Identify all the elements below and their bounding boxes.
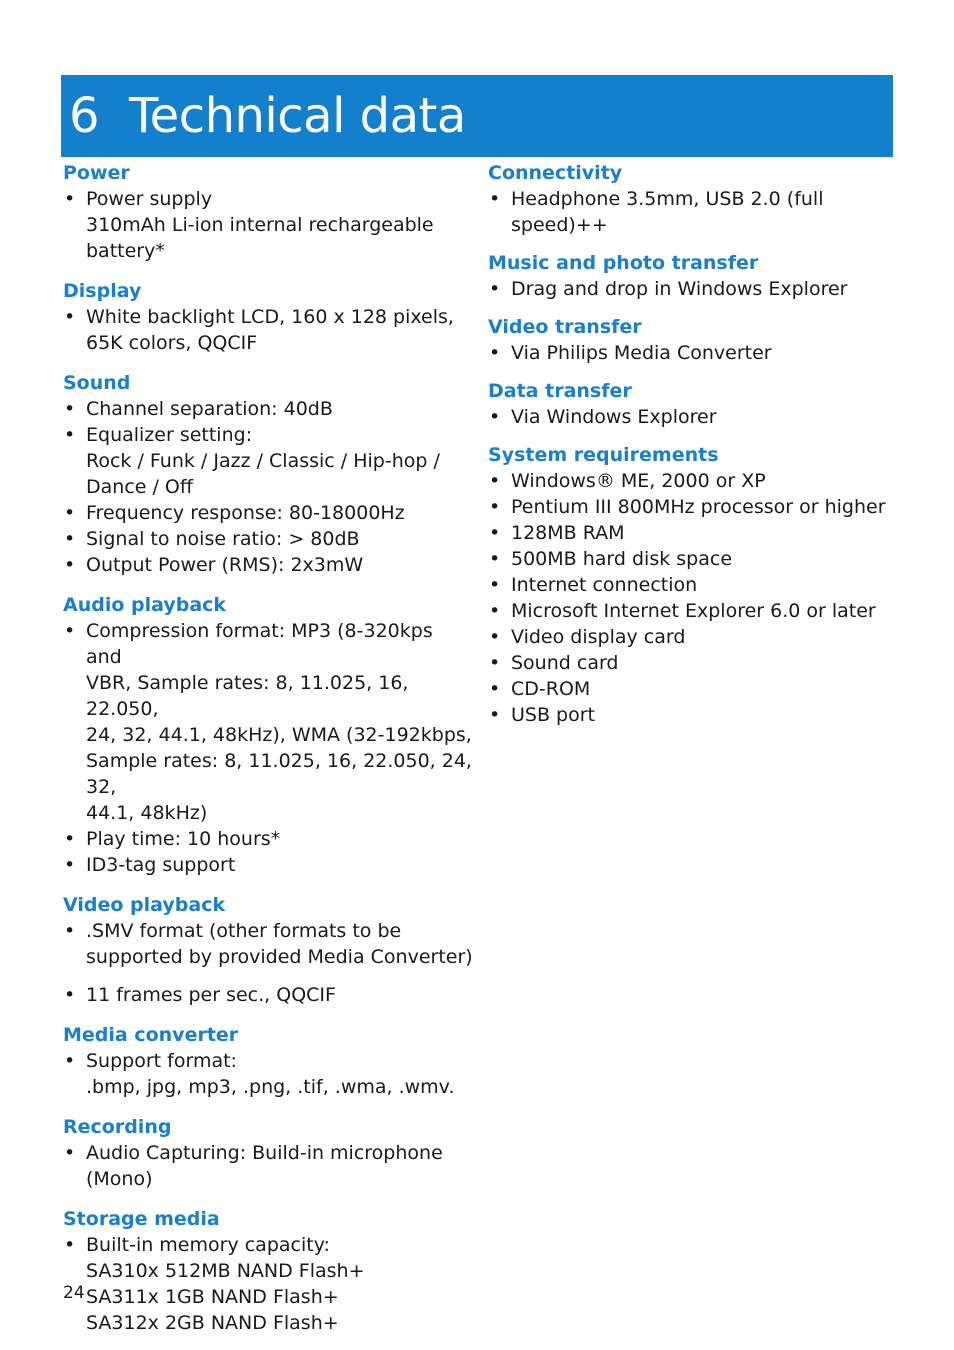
list-item: • Internet connection [488, 572, 918, 598]
list-item: • 11 frames per sec., QQCIF [63, 982, 473, 1008]
list-item: • .SMV format (other formats to be supported by provided Media Converter) [63, 918, 473, 970]
list-item: • Headphone 3.5mm, USB 2.0 (full speed)++ [488, 186, 918, 238]
section-music-photo-transfer [488, 250, 918, 302]
list-item: • Via Philips Media Converter [488, 340, 918, 366]
list-item: • Pentium III 800MHz processor or higher [488, 494, 918, 520]
section-heading: Connectivity [488, 162, 623, 184]
list-item: • Output Power (RMS): 2x3mW [63, 552, 473, 578]
list-item: • 500MB hard disk space [488, 546, 918, 572]
list-item: • Play time: 10 hours* [63, 826, 473, 852]
section-heading: Music and photo transfer [488, 252, 759, 274]
chapter-banner [61, 75, 893, 157]
section-heading: Storage media [63, 1208, 220, 1230]
section-heading: Media converter [63, 1024, 239, 1046]
page-number: 24 [63, 1283, 85, 1303]
section-heading: Audio playback [63, 594, 227, 616]
chapter-title: Technical data [129, 88, 466, 144]
list-item: • Drag and drop in Windows Explorer [488, 276, 918, 302]
section-data-transfer [488, 378, 918, 430]
section-heading: Display [63, 280, 142, 302]
right-column [488, 160, 918, 728]
section-power [63, 160, 473, 264]
list-item: • USB port [488, 702, 918, 728]
chapter-number: 6 [69, 88, 100, 144]
section-display [63, 278, 473, 356]
section-video-transfer [488, 314, 918, 366]
list-item: • ID3-tag support [63, 852, 473, 878]
list-item: • Via Windows Explorer [488, 404, 918, 430]
left-column [63, 160, 473, 1336]
section-heading: System requirements [488, 444, 719, 466]
list-item: • Power supply 310mAh Li-ion internal rechargeable battery* [63, 186, 473, 264]
list-item: • Video display card [488, 624, 918, 650]
section-heading: Video playback [63, 894, 226, 916]
section-heading: Video transfer [488, 316, 642, 338]
section-heading: Power [63, 162, 130, 184]
section-video-playback [63, 892, 473, 1008]
list-item: • Signal to noise ratio: > 80dB [63, 526, 473, 552]
section-heading: Sound [63, 372, 131, 394]
section-recording [63, 1114, 473, 1192]
section-connectivity [488, 160, 918, 238]
list-item: • Microsoft Internet Explorer 6.0 or later [488, 598, 918, 624]
list-item: • Built-in memory capacity: SA310x 512MB NAND Flash+ SA311x 1GB NAND Flash+ SA312x 2GB NAND Flash+ [63, 1232, 473, 1336]
section-audio-playback [63, 592, 473, 878]
list-item: • Audio Capturing: Build-in microphone (Mono) [63, 1140, 473, 1192]
section-storage-media [63, 1206, 473, 1336]
section-heading: Data transfer [488, 380, 632, 402]
list-item: • Channel separation: 40dB [63, 396, 473, 422]
list-item: • CD-ROM [488, 676, 918, 702]
list-item: • White backlight LCD, 160 x 128 pixels, 65K colors, QQCIF [63, 304, 473, 356]
list-item: • Compression format: MP3 (8-320kps and VBR, Sample rates: 8, 11.025, 16, 22.050, 24, 32, 44.1, 48kHz), WMA (32-192kbps, Sample rates: 8, 11.025, 16, 22.050, 24, 32, 44.1, 48kHz) [63, 618, 473, 826]
list-item: • Windows® ME, 2000 or XP [488, 468, 918, 494]
section-heading: Recording [63, 1116, 172, 1138]
list-item: • 128MB RAM [488, 520, 918, 546]
list-item: • Support format: .bmp, jpg, mp3, .png, .tif, .wma, .wmv. [63, 1048, 473, 1100]
list-item: • Sound card [488, 650, 918, 676]
list-item: • Equalizer setting: Rock / Funk / Jazz / Classic / Hip-hop / Dance / Off [63, 422, 473, 500]
section-sound [63, 370, 473, 578]
list-item: • Frequency response: 80-18000Hz [63, 500, 473, 526]
section-media-converter [63, 1022, 473, 1100]
section-system-requirements [488, 442, 918, 728]
